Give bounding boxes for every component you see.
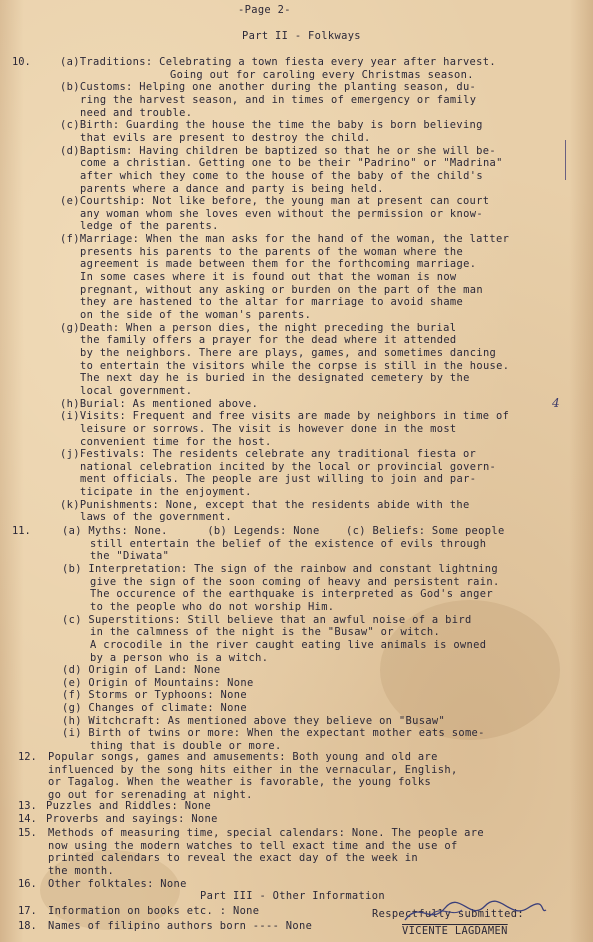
text-line: they are hastened to the altar for marriage to avoid shame xyxy=(80,296,464,309)
text-line: (f)Marriage: When the man asks for the hand of the woman, the latter xyxy=(60,233,510,246)
text-line: The occurence of the earthquake is interpreted as God's anger xyxy=(90,588,493,601)
text-line: still entertain the belief of the existence of evils through xyxy=(90,537,487,550)
text-line: on the side of the woman's parents. xyxy=(80,309,312,321)
text-line: national celebration incited by the local or provincial govern- xyxy=(80,460,497,473)
text-line: (b) Interpretation: The sign of the rainbow and constant lightning xyxy=(62,562,498,575)
text-line: local government. xyxy=(80,384,193,397)
section-number: 14. xyxy=(18,813,37,825)
text-line: in the calmness of the night is the "Busaw" or witch. xyxy=(90,626,441,639)
text-line: In some cases where it is found out that the woman is now xyxy=(80,271,457,284)
text-line: any woman whom she loves even without the permission or know- xyxy=(80,207,483,220)
text-line: influenced by the song hits either in the vernacular, English, xyxy=(48,763,458,776)
text-line: by the neighbors. There are plays, games, and sometimes dancing xyxy=(80,346,497,359)
respectfully-label: Respectfully submitted: xyxy=(372,908,524,920)
text-line: the family offers a prayer for the dead where it attended xyxy=(80,334,457,347)
text-line: (e) Origin of Mountains: None xyxy=(62,676,254,689)
text-line: convenient time for the host. xyxy=(80,435,272,448)
text-line: (f) Storms or Typhoons: None xyxy=(62,689,247,702)
text-line: (a) Myths: None. (b) Legends: None (c) Beliefs: Some people xyxy=(62,525,505,537)
text-line: presents his parents to the parents of the woman where the xyxy=(80,245,464,258)
margin-mark xyxy=(565,140,566,180)
text-line: ment officials. The people are just willing to join and par- xyxy=(80,473,477,486)
text-line: (h) Witchcraft: As mentioned above they believe on "Busaw" xyxy=(62,714,446,727)
text-line: Popular songs, games and amusements: Both young and old are xyxy=(48,751,438,763)
text-line: parents where a dance and party is being held. xyxy=(80,182,384,195)
text-line: ring the harvest season, and in times of emergency or family xyxy=(80,93,477,106)
text-line: need and trouble. xyxy=(80,106,193,119)
text-line: to the people who do not worship Him. xyxy=(90,600,335,613)
text-line: (c) Superstitions: Still believe that an awful noise of a bird xyxy=(62,613,472,626)
section-18-text: Names of filipino authors born ---- None xyxy=(48,920,313,932)
text-line: Methods of measuring time, special calendars: None. The people are xyxy=(48,827,484,839)
part-3-title: Part III - Other Information xyxy=(200,890,385,902)
text-line: (c)Birth: Guarding the house the time the baby is born believing xyxy=(60,119,483,132)
text-line: Going out for caroling every Christmas season. xyxy=(170,68,474,81)
text-line: (k)Punishments: None, except that the residents abide with the xyxy=(60,498,470,511)
part-title: Part II - Folkways xyxy=(242,30,361,42)
text-line: (i)Visits: Frequent and free visits are made by neighbors in time of xyxy=(60,410,510,423)
text-line: (h)Burial: As mentioned above. xyxy=(60,397,259,410)
section-17-text: Information on books etc. : None xyxy=(48,905,260,917)
handwritten-signature xyxy=(400,898,550,928)
section-number: 15. xyxy=(18,827,37,839)
text-line: pregnant, without any asking or burden on the part of the man xyxy=(80,283,483,296)
text-line: after which they come to the house of the baby of the child's xyxy=(80,169,483,182)
text-line: laws of the government. xyxy=(80,511,232,524)
section-number: 11. xyxy=(12,525,31,537)
text-line: (a)Traditions: Celebrating a town fiesta every year after harvest. xyxy=(60,56,496,68)
text-line: (g)Death: When a person dies, the night preceding the burial xyxy=(60,321,457,334)
text-line: give the sign of the soon coming of heavy and persistent rain. xyxy=(90,575,500,588)
text-line: (g) Changes of climate: None xyxy=(62,702,247,715)
text-line: (d)Baptism: Having children be baptized so that he or she will be- xyxy=(60,144,496,157)
text-line: ticipate in the enjoyment. xyxy=(80,486,252,499)
section-number: 10. xyxy=(12,56,31,68)
text-line: the "Diwata" xyxy=(90,550,170,563)
text-line: (j)Festivals: The residents celebrate any traditional fiesta or xyxy=(60,448,477,461)
text-line: the month. xyxy=(48,864,115,877)
text-line: to entertain the visitors while the corpse is still in the house. xyxy=(80,359,510,372)
text-line: (b)Customs: Helping one another during the planting season, du- xyxy=(60,81,477,94)
section-number: 17. xyxy=(18,905,37,917)
text-line: agreement is made between them for the forthcoming marriage. xyxy=(80,258,477,271)
text-line: ledge of the parents. xyxy=(80,220,219,233)
text-line: (d) Origin of Land: None xyxy=(62,664,221,677)
section-number: 16. xyxy=(18,878,37,890)
section-number: 12. xyxy=(18,751,37,763)
section-14-text: Proverbs and sayings: None xyxy=(46,813,218,825)
text-line: printed calendars to reveal the exact day of the week in xyxy=(48,852,418,865)
text-line: or Tagalog. When the weather is favorable, the young folks xyxy=(48,776,432,789)
text-line: (e)Courtship: Not like before, the young man at present can court xyxy=(60,195,490,208)
text-line: come a christian. Getting one to be their "Padrino" or "Madrina" xyxy=(80,157,503,170)
text-line: (i) Birth of twins or more: When the expectant mother eats some- xyxy=(62,727,485,740)
text-line: by a person who is a witch. xyxy=(90,651,269,664)
section-number: 18. xyxy=(18,920,37,932)
section-13-text: Puzzles and Riddles: None xyxy=(46,800,212,812)
text-line: now using the modern watches to tell exact time and the use of xyxy=(48,839,458,852)
section-number: 13. xyxy=(18,800,37,812)
page-label: -Page 2- xyxy=(238,4,291,16)
signer-name: VICENTE LAGDAMEN xyxy=(402,925,508,937)
text-line: A crocodile in the river caught eating live animals is owned xyxy=(90,638,487,651)
section-16-text: Other folktales: None xyxy=(48,878,187,890)
margin-mark: 4 xyxy=(552,396,560,410)
text-line: go out for serenading at night. xyxy=(48,788,253,801)
text-line: thing that is double or more. xyxy=(90,740,282,753)
text-line: The next day he is buried in the designated cemetery by the xyxy=(80,372,470,385)
text-line: that evils are present to destroy the child. xyxy=(80,131,371,144)
text-line: leisure or sorrows. The visit is however done in the most xyxy=(80,422,457,435)
